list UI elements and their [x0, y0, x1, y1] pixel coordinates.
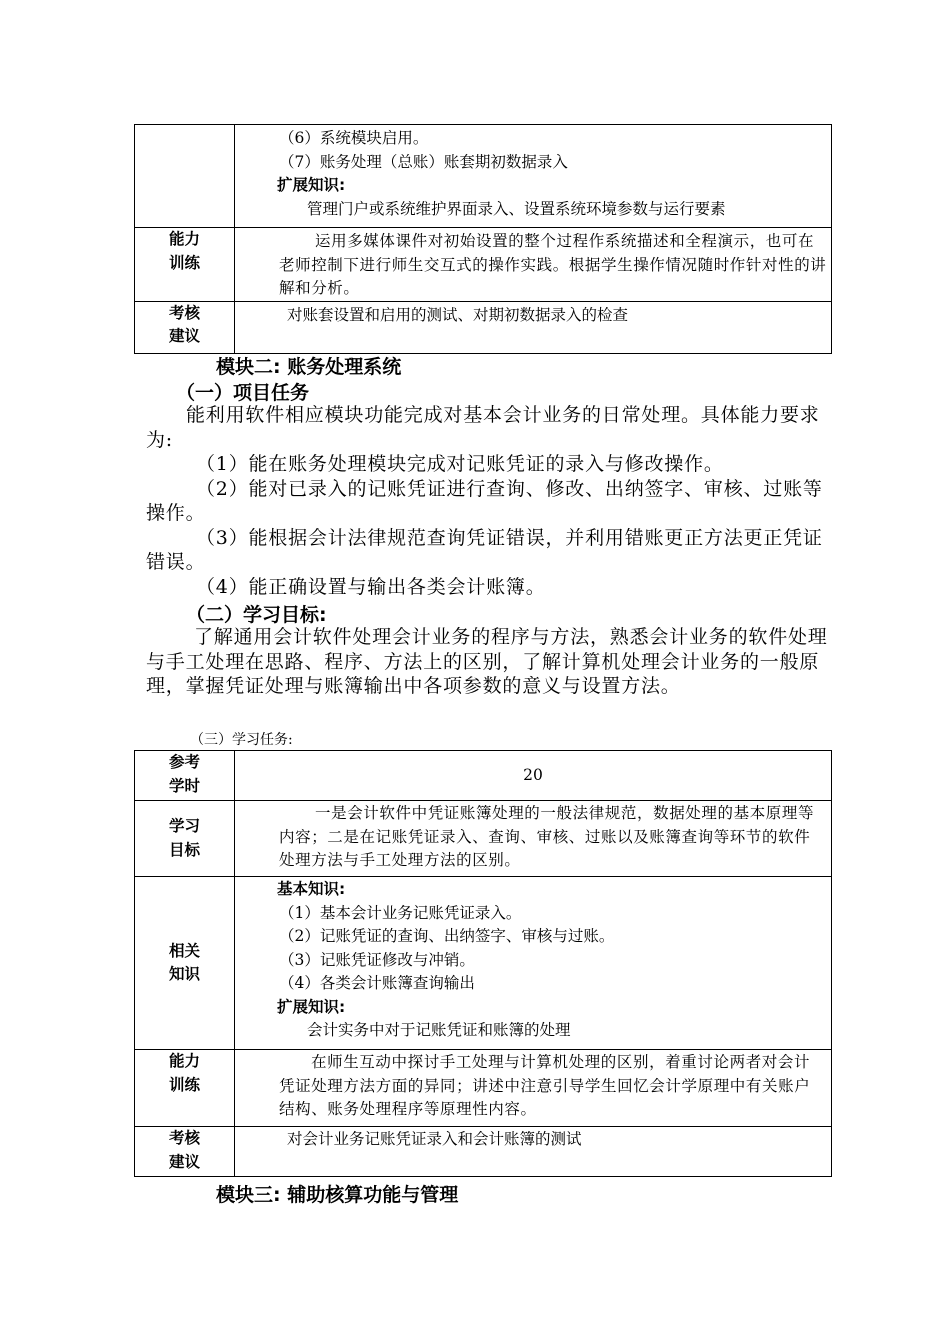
assessment-text: 对会计业务记账凭证录入和会计账簿的测试: [235, 1127, 832, 1177]
learning-goal-text: 了解通用会计软件处理会计业务的程序与方法，熟悉会计业务的软件处理与手工处理在思路、程序、方法上的区别，了解计算机处理会计业务的一般原理，掌握凭证处理与账簿输出中各项参数的意义与设置方法。: [146, 626, 828, 697]
knowledge-content: [235, 877, 832, 1050]
task-item: （1）能在账务处理模块完成对记账凭证的录入与修改操作。: [196, 453, 724, 475]
section1-body: [146, 403, 836, 599]
row-label-goals: [135, 801, 235, 877]
label-line: 参考: [168, 753, 200, 771]
section2-title: （二）学习目标:: [186, 604, 327, 626]
module1-table-continuation: [134, 124, 832, 354]
list-item: （4）各类会计账簿查询输出: [279, 974, 475, 992]
table-row: [135, 801, 832, 877]
list-item: （3）记账凭证修改与冲销。: [279, 950, 475, 969]
label-line: 建议: [168, 327, 200, 345]
label-line: 训练: [168, 253, 200, 272]
row-label-training: [135, 228, 235, 302]
list-item: （2）记账凭证的查询、出纳签字、审核与过账。: [279, 927, 615, 945]
training-text: 运用多媒体课件对初始设置的整个过程作系统描述和全程演示，也可在老师控制下进行师生交互式的操作实践。根据学生操作情况随时作针对性的讲解和分析。: [235, 228, 832, 302]
table-row: [135, 1127, 832, 1177]
hours-value: 20: [235, 751, 832, 801]
label-line: 知识: [168, 965, 200, 983]
task-item: （4）能正确设置与输出各类会计账簿。: [196, 575, 546, 598]
table-row: [135, 125, 832, 228]
table-row: [135, 228, 832, 302]
section1-intro: 能利用软件相应模块功能完成对基本会计业务的日常处理。具体能力要求为:: [146, 404, 820, 451]
list-item: （7）账务处理（总账）账套期初数据录入: [279, 152, 568, 171]
extension-text: 管理门户或系统维护界面录入、设置系统环境参数与运行要素: [307, 199, 726, 218]
label-line: 考核: [168, 1129, 200, 1147]
module2-table: [134, 750, 832, 1177]
label-line: 学时: [168, 776, 200, 795]
row-label-knowledge: [135, 877, 235, 1050]
basic-knowledge-title: 基本知识:: [277, 880, 346, 898]
list-item: （6）系统模块启用。: [279, 129, 429, 147]
label-line: 训练: [168, 1075, 200, 1094]
list-item: （1）基本会计业务记账凭证录入。: [279, 903, 522, 922]
row-label-assessment: [135, 301, 235, 353]
goals-text: 一是会计软件中凭证账簿处理的一般法律规范，数据处理的基本原理等内容；二是在记账凭证录入、查询、审核、过账以及账簿查询等环节的软件处理方法与手工处理方法的区别。: [235, 801, 832, 877]
label-line: 学习: [168, 817, 200, 835]
extension-text: 会计实务中对于记账凭证和账簿的处理: [307, 1021, 571, 1039]
extension-title: 扩展知识:: [277, 176, 346, 194]
row-label-hours: [135, 751, 235, 801]
label-line: 目标: [168, 840, 200, 859]
label-line: 能力: [168, 1052, 200, 1070]
row-label-training: [135, 1050, 235, 1127]
section1-title: （一）项目任务: [176, 382, 310, 404]
table-row: [135, 301, 832, 353]
label-line: 能力: [168, 230, 200, 248]
module3-title: 模块三: 辅助核算功能与管理: [216, 1184, 459, 1206]
row-label-assessment: [135, 1127, 235, 1177]
task-item: （3）能根据会计法律规范查询凭证错误，并利用错账更正方法更正凭证错误。: [146, 526, 823, 573]
task-item: （2）能对已录入的记账凭证进行查询、修改、出纳签字、审核、过账等操作。: [146, 477, 823, 524]
table-row: [135, 1050, 832, 1127]
assessment-text: 对账套设置和启用的测试、对期初数据录入的检查: [235, 301, 832, 353]
section2-body: [146, 625, 836, 699]
module2-title: 模块二: 账务处理系统: [216, 356, 402, 378]
table-row: [135, 877, 832, 1050]
training-text: 在师生互动中探讨手工处理与计算机处理的区别，着重讨论两者对会计凭证处理方法方面的异同；讲述中注意引导学生回忆会计学原理中有关账户结构、账务处理程序等原理性内容。: [235, 1050, 832, 1127]
section3-caption: （三）学习任务:: [190, 732, 293, 748]
row-content: [235, 125, 832, 228]
label-line: 相关: [168, 941, 200, 960]
table-row: [135, 751, 832, 801]
extension-title: 扩展知识:: [277, 997, 346, 1016]
label-line: 考核: [168, 303, 200, 322]
label-line: 建议: [168, 1152, 200, 1171]
row-label-empty: [135, 125, 235, 228]
